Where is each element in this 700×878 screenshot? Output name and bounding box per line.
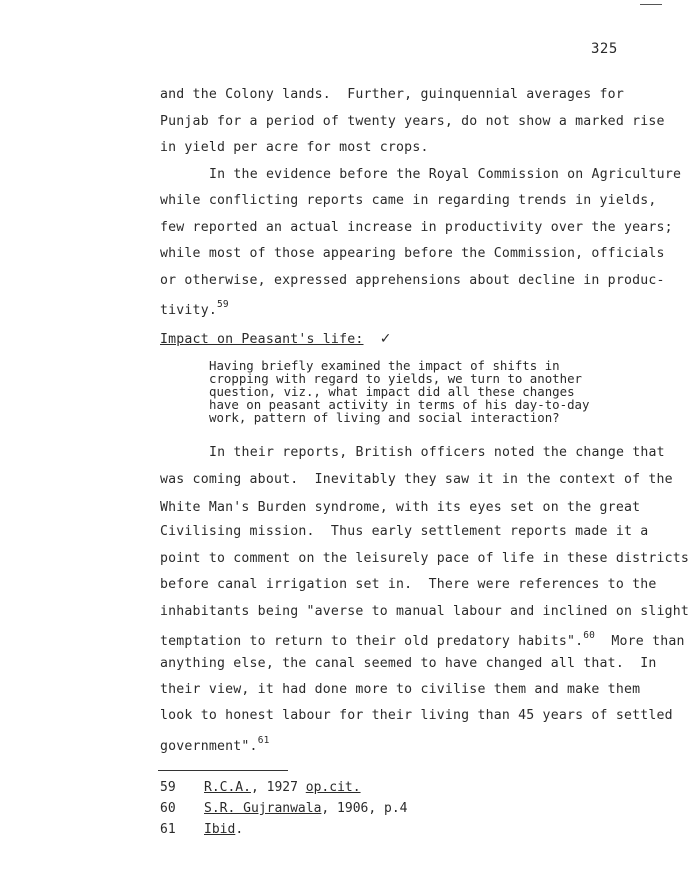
text-line [160,735,270,754]
footnote-number: 59 [160,780,176,795]
heading-text: Impact on Peasant's life: [160,332,364,347]
quote-line: have on peasant activity in terms of his day-to-day [209,397,590,412]
text-line: Civilising mission. Thus early settlement reports made it a [160,524,649,539]
footnote-ref-60: 60 [583,630,596,641]
text-line: inhabitants being "averse to manual labour and inclined on slight [160,604,690,619]
page-number: 325 [591,41,618,57]
footnote [160,822,243,837]
footnote-ref: op.cit. [305,780,361,795]
footnote-text: . [235,822,244,837]
text-line [160,630,685,649]
footnote-number: 60 [160,801,176,816]
text-line: or otherwise, expressed apprehensions about decline in produc- [160,273,665,288]
footnote-text: , 1927 [250,780,306,795]
text-line: point to comment on the leisurely pace of life in these districts [160,551,690,566]
line-text: government". [160,739,258,754]
footnote-source: R.C.A. [204,780,251,795]
text-line: few reported an actual increase in productivity over the years; [160,220,673,235]
text-line: in yield per acre for most crops. [160,140,429,155]
text-line: look to honest labour for their living than 45 years of settled [160,708,673,723]
quote-line: work, pattern of living and social interaction? [209,410,560,425]
text-line: In the evidence before the Royal Commission on Agriculture [209,167,682,182]
footnote [160,780,361,795]
text-line: their view, it had done more to civilise them and make them [160,682,641,697]
text-line: Punjab for a period of twenty years, do not show a marked rise [160,114,665,129]
footnote-text: , 1906, p.4 [321,801,408,816]
text-line: anything else, the canal seemed to have changed all that. In [160,656,657,671]
section-heading [160,331,392,347]
text-line: while conflicting reports came in regarding trends in yields, [160,193,657,208]
text-line: and the Colony lands. Further, guinquennial averages for [160,87,624,102]
text-line: White Man's Burden syndrome, with its eyes set on the great [160,500,641,515]
text-line: while most of those appearing before the Commission, officials [160,246,665,261]
text-line [160,299,229,318]
footnote-source: S.R. Gujranwala [204,801,322,816]
footnote-ref-59: 59 [216,299,229,310]
line-text: tivity. [160,303,217,318]
footnote-number: 61 [160,822,176,837]
line-text: More than [595,634,685,649]
footnote-source: Ibid [204,822,236,837]
quote-line: cropping with regard to yields, we turn to another [209,371,582,386]
text-line: before canal irrigation set in. There were references to the [160,577,657,592]
top-rule [640,4,662,5]
footnote-ref-61: 61 [257,735,270,746]
text-line: In their reports, British officers noted the change that [209,445,665,460]
line-text: temptation to return to their old predatory habits". [160,634,584,649]
checkmark-annotation: ✓ [379,331,392,347]
text-line: was coming about. Inevitably they saw it in the context of the [160,472,673,487]
footnote-separator [158,770,288,771]
quote-line: Having briefly examined the impact of shifts in [209,358,560,373]
footnote [160,801,408,816]
quote-line: question, viz., what impact did all these changes [209,384,575,399]
